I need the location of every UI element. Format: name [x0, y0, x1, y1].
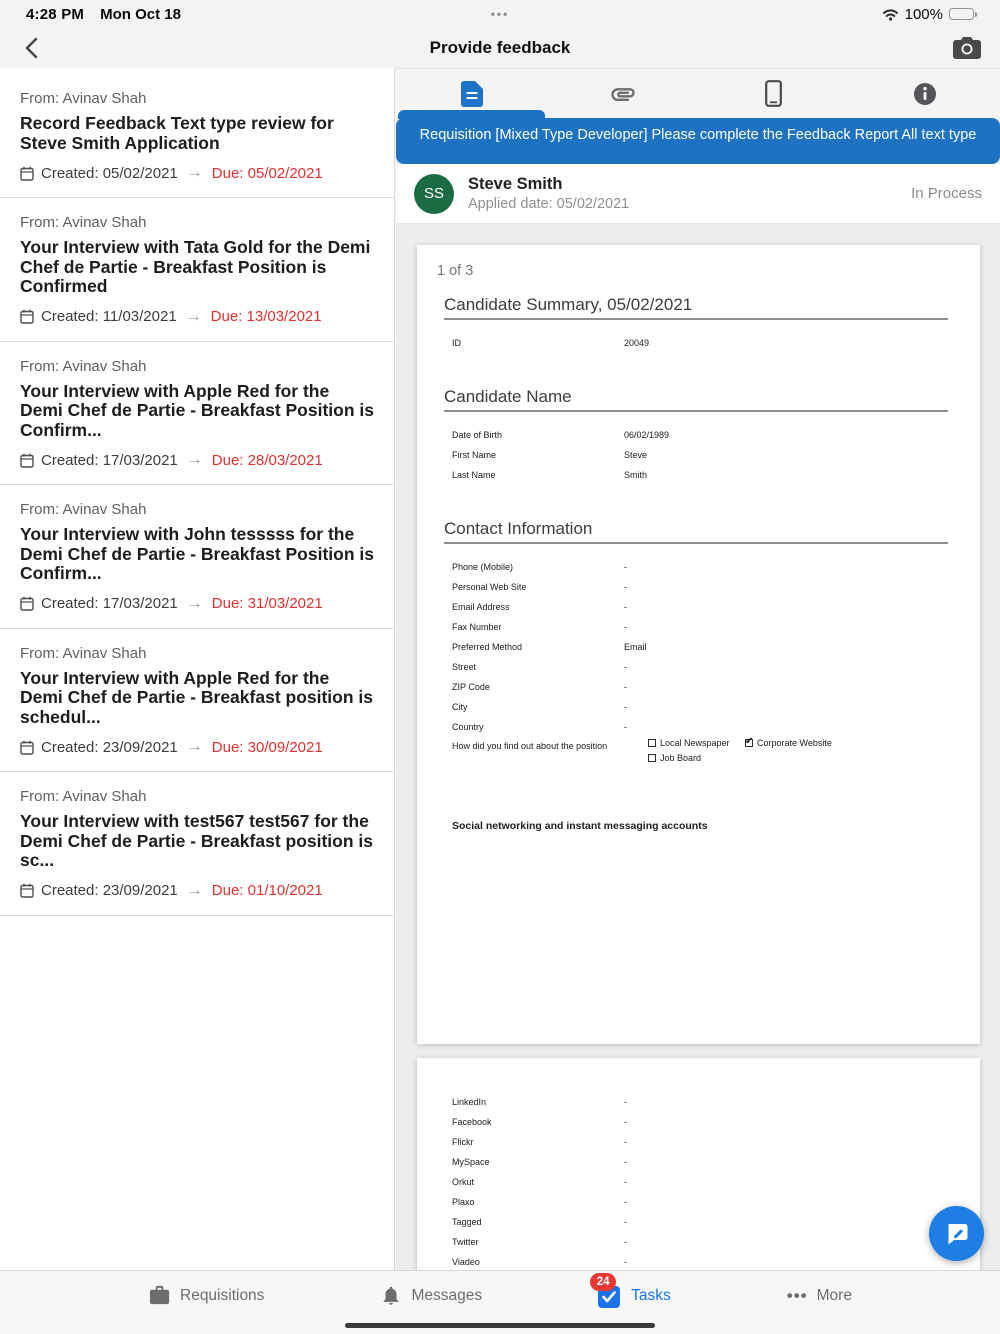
task-from: From: Avinav Shah [20, 214, 147, 231]
doc-field-label: Street [452, 662, 477, 672]
doc-field-value: - [624, 622, 627, 632]
provide-feedback-fab[interactable] [929, 1206, 984, 1261]
arrow-right-icon: → [186, 594, 203, 612]
task-title: Record Feedback Text type review for Steve Smith Application [20, 113, 334, 153]
doc-field-value: Smith [624, 470, 648, 480]
camera-icon [953, 37, 981, 59]
task-title: Your Interview with Apple Red for the Demi Chef de Partie - Breakfast position is schedul... [20, 667, 374, 727]
doc-field-row [452, 333, 954, 353]
task-dates [20, 882, 374, 900]
task-title: Your Interview with Tata Gold for the Demi Chef de Partie - Breakfast Position is Confirmed [20, 237, 371, 296]
source-option-label: Local Newspaper [660, 738, 730, 748]
candidate-name: Steve Smith [468, 175, 563, 193]
section-heading-name: Candidate Name [444, 387, 948, 412]
document-page-1 [417, 245, 980, 1044]
calendar-icon [20, 166, 34, 181]
tab-label: Requisitions [180, 1287, 265, 1304]
doc-field-value: - [624, 1237, 627, 1247]
battery-icon [949, 8, 974, 20]
tab-phone[interactable] [698, 69, 849, 118]
doc-field-row [452, 717, 954, 737]
source-option [648, 753, 745, 763]
page-title: Provide feedback [429, 38, 571, 57]
tab-attachments[interactable] [547, 69, 698, 118]
doc-field-label: LinkedIn [452, 1097, 487, 1107]
back-button[interactable] [16, 33, 46, 63]
source-option-label: Corporate Website [757, 738, 832, 748]
doc-field-row [452, 1112, 954, 1132]
task-due-date: Due: 05/02/2021 [211, 164, 323, 182]
task-from: From: Avinav Shah [20, 788, 147, 805]
source-question-row [452, 738, 954, 763]
arrow-right-icon: → [186, 164, 203, 181]
social-section-heading: Social networking and instant messaging accounts [452, 820, 708, 832]
multitask-dots-icon: ••• [490, 7, 510, 21]
doc-field-label: Country [452, 722, 484, 732]
task-from: From: Avinav Shah [20, 501, 147, 518]
doc-field-row [452, 577, 954, 597]
doc-field-label: Fax Number [452, 622, 502, 632]
calendar-icon [20, 596, 34, 611]
doc-field-row [452, 1212, 954, 1232]
doc-field-label: Preferred Method [452, 642, 523, 652]
task-dates [20, 738, 374, 756]
task-created-date: Created: 17/03/2021 [41, 595, 178, 612]
checkbox-icon [648, 739, 656, 747]
status-date: Mon Oct 18 [100, 5, 181, 23]
camera-button[interactable] [950, 33, 984, 63]
doc-field-label: Email Address [452, 602, 510, 612]
arrow-right-icon: → [186, 738, 203, 755]
task-created-date: Created: 11/03/2021 [41, 308, 177, 325]
task-title: Your Interview with John tesssss for the Demi Chef de Partie - Breakfast Position is Confirm... [20, 524, 374, 583]
task-title: Your Interview with test567 test567 for the Demi Chef de Partie - Breakfast position is sc... [20, 811, 374, 870]
doc-field-value: - [624, 722, 627, 732]
doc-field-label: Facebook [452, 1117, 492, 1127]
tab-info[interactable] [849, 69, 1000, 118]
doc-field-label: Phone (Mobile) [452, 562, 514, 572]
doc-field-label: MySpace [452, 1157, 490, 1167]
calendar-icon [20, 740, 34, 755]
status-bar [0, 0, 1000, 28]
tab-more[interactable] [787, 1284, 852, 1334]
arrow-right-icon: → [186, 881, 203, 899]
nav-bar [0, 28, 1000, 68]
doc-field-value: - [624, 562, 627, 572]
battery-percent: 100% [904, 5, 943, 23]
paperclip-icon [609, 80, 637, 108]
task-created-date: Created: 05/02/2021 [41, 164, 178, 182]
calendar-icon [20, 453, 34, 468]
task-list-item[interactable] [0, 629, 394, 773]
tab-label: More [816, 1287, 852, 1304]
checkbox-icon [745, 739, 753, 747]
task-title: Your Interview with Apple Red for the Demi Chef de Partie - Breakfast Position is Confirm... [20, 380, 374, 440]
task-due-date: Due: 28/03/2021 [211, 451, 323, 469]
more-dots-icon: ••• [786, 1286, 808, 1305]
doc-field-row [452, 1152, 954, 1172]
doc-field-value: 06/02/1989 [624, 430, 670, 440]
doc-field-label: Personal Web Site [452, 582, 527, 592]
doc-field-row [452, 1192, 954, 1212]
task-list-item[interactable] [0, 74, 394, 198]
doc-field-label: Flickr [452, 1137, 474, 1147]
doc-field-row [452, 597, 954, 617]
bell-icon [380, 1284, 402, 1307]
doc-field-row [452, 697, 954, 717]
doc-field-value: - [624, 1137, 627, 1147]
arrow-right-icon: → [185, 307, 202, 325]
task-list-item[interactable] [0, 772, 394, 916]
task-created-date: Created: 23/09/2021 [41, 882, 178, 899]
page-indicator: 1 of 3 [437, 263, 474, 279]
task-list-item[interactable] [0, 198, 394, 342]
doc-field-label: City [452, 702, 468, 712]
calendar-icon [20, 883, 34, 898]
document-icon [461, 81, 483, 107]
doc-field-row [452, 1132, 954, 1152]
task-list-panel [0, 68, 395, 1270]
doc-field-value: - [624, 1097, 627, 1107]
task-due-date: Due: 01/10/2021 [211, 882, 323, 899]
section-heading-contact: Contact Information [444, 519, 948, 544]
wifi-icon [882, 8, 899, 21]
doc-field-value: - [624, 1117, 627, 1127]
tab-label: Tasks [631, 1287, 671, 1304]
doc-field-row [452, 425, 954, 445]
doc-field-label: Orkut [452, 1177, 475, 1187]
task-due-date: Due: 31/03/2021 [211, 595, 323, 612]
doc-field-value: - [624, 1197, 627, 1207]
info-icon [913, 82, 937, 106]
doc-field-row [452, 557, 954, 577]
doc-field-row [452, 445, 954, 465]
tab-requisitions[interactable] [148, 1284, 264, 1334]
source-option [745, 738, 832, 748]
doc-field-value: - [624, 582, 627, 592]
doc-field-value: - [624, 702, 627, 712]
doc-field-row [452, 1252, 954, 1270]
doc-field-label: ZIP Code [452, 682, 490, 692]
task-from: From: Avinav Shah [20, 644, 147, 662]
doc-field-value: 20049 [624, 338, 650, 348]
tab-label: Messages [411, 1287, 483, 1304]
doc-field-row [452, 1092, 954, 1112]
doc-field-row [452, 657, 954, 677]
doc-field-value: - [624, 682, 627, 692]
doc-field-value: Steve [624, 450, 648, 460]
doc-field-row [452, 1232, 954, 1252]
task-dates [20, 595, 374, 613]
candidate-status: In Process [911, 185, 982, 202]
doc-field-label: Last Name [452, 470, 496, 480]
doc-field-value: - [624, 1217, 627, 1227]
task-due-date: Due: 13/03/2021 [210, 308, 322, 325]
home-indicator[interactable] [345, 1323, 655, 1328]
task-due-date: Due: 30/09/2021 [211, 738, 323, 756]
task-from: From: Avinav Shah [20, 90, 147, 107]
task-list-item[interactable] [0, 485, 394, 629]
source-question-label: How did you find out about the position [452, 741, 608, 751]
source-option-label: Job Board [660, 753, 702, 763]
avatar: SS [414, 174, 454, 214]
task-created-date: Created: 17/03/2021 [41, 451, 178, 469]
doc-field-value: Email [624, 642, 647, 652]
source-option [648, 738, 745, 748]
doc-field-row [452, 1172, 954, 1192]
task-dates [20, 308, 374, 326]
requisition-banner-wrap [396, 118, 1000, 164]
candidate-applied-date: Applied date: 05/02/2021 [468, 196, 630, 212]
task-created-date: Created: 23/09/2021 [41, 738, 178, 756]
doc-field-row [452, 617, 954, 637]
doc-field-row [452, 677, 954, 697]
smartphone-icon [765, 80, 782, 107]
doc-field-value: - [624, 1157, 627, 1167]
feedback-detail-panel [396, 68, 1000, 1270]
calendar-icon [20, 309, 34, 324]
tasks-badge: 24 [590, 1273, 616, 1291]
document-preview-area[interactable] [396, 224, 1000, 1270]
feedback-compose-icon [944, 1221, 970, 1247]
doc-field-label: Date of Birth [452, 430, 503, 440]
doc-field-label: ID [452, 338, 461, 348]
doc-field-row [452, 637, 954, 657]
doc-field-label: Twitter [452, 1237, 479, 1247]
task-dates [20, 164, 374, 182]
chevron-left-icon [24, 37, 38, 59]
doc-field-value: - [624, 602, 627, 612]
arrow-right-icon: → [186, 451, 203, 468]
section-heading-summary: Candidate Summary, 05/02/2021 [444, 295, 948, 320]
requisition-banner: Requisition [Mixed Type Developer] Please complete the Feedback Report All text type [396, 118, 1000, 164]
task-dates [20, 451, 374, 469]
doc-field-row [452, 465, 954, 485]
task-from: From: Avinav Shah [20, 357, 147, 375]
doc-field-label: Viadeo [452, 1257, 480, 1267]
doc-field-value: - [624, 1177, 627, 1187]
candidate-header[interactable] [396, 164, 1000, 224]
briefcase-icon [148, 1284, 171, 1307]
task-list [0, 68, 394, 916]
document-page-2 [417, 1058, 980, 1270]
checkbox-icon [648, 754, 656, 762]
doc-field-label: Tagged [452, 1217, 482, 1227]
status-time: 4:28 PM [26, 5, 85, 23]
task-list-item[interactable] [0, 342, 394, 486]
doc-field-value: - [624, 1257, 627, 1267]
doc-field-label: First Name [452, 450, 497, 460]
doc-field-value: - [624, 662, 627, 672]
doc-field-label: Plaxo [452, 1197, 475, 1207]
